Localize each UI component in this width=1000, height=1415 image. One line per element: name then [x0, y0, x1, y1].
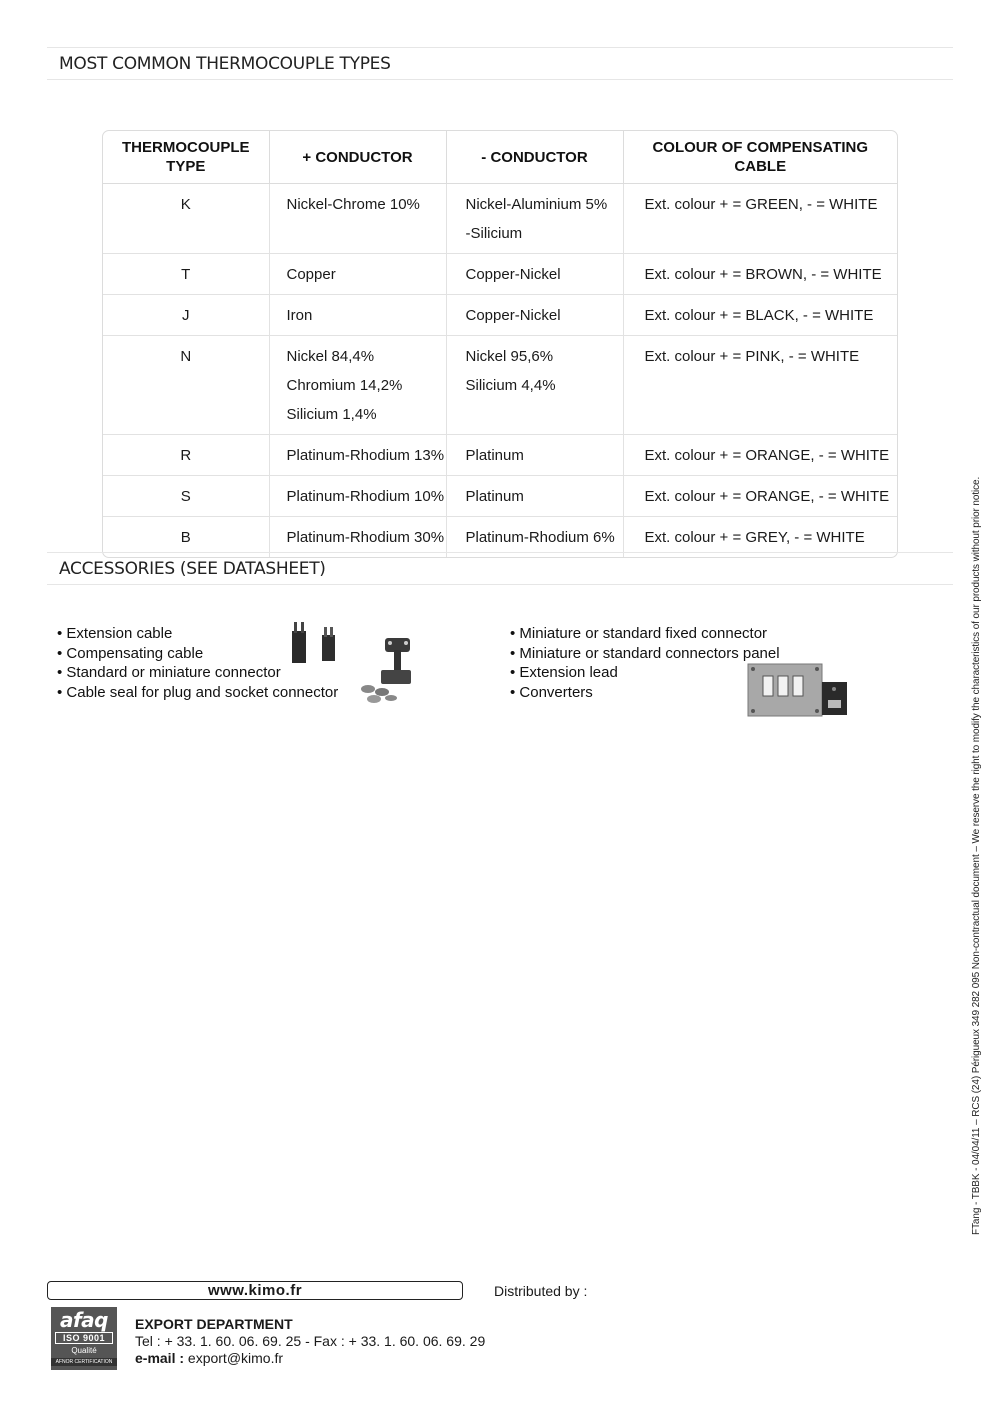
email-link[interactable]: export@kimo.fr: [187, 1350, 284, 1366]
cell-type: R: [103, 435, 269, 476]
table-row: [103, 435, 897, 476]
thermocouple-table: [102, 130, 898, 558]
section-header-accessories: [47, 552, 953, 585]
cell-minus-conductor: [446, 336, 623, 435]
cell-cable-colour: Ext. colour + = GREEN, - = WHITE: [623, 184, 897, 254]
cell-minus-conductor: [446, 435, 623, 476]
header-cable-colour: COLOUR OF COMPENSATING CABLE: [623, 131, 897, 184]
wall-bracket-icon: [358, 634, 418, 706]
cell-line: Copper-Nickel: [465, 307, 561, 324]
table-row: [103, 184, 897, 254]
cell-minus-conductor: [446, 254, 623, 295]
cell-line: Nickel 95,6%: [465, 348, 554, 365]
cell-plus-conductor: [269, 517, 446, 558]
cell-minus-conductor: [446, 295, 623, 336]
cell-cable-colour: Ext. colour + = ORANGE, - = WHITE: [623, 435, 897, 476]
afaq-logo: afaq ISO 9001 Qualité AFNOR CERTIFICATION: [51, 1307, 117, 1370]
cell-line: Platinum: [465, 447, 524, 464]
phone-fax: Tel : + 33. 1. 60. 06. 69. 25 - Fax : + 33. 1. 60. 06. 69. 29: [135, 1333, 486, 1349]
list-item: • Extension cable: [57, 625, 173, 642]
cell-cable-colour: Ext. colour + = GREY, - = WHITE: [644, 529, 865, 546]
cell-plus-conductor: [269, 435, 446, 476]
table-header-row: [103, 131, 897, 184]
list-item: • Miniature or standard fixed connector: [510, 625, 768, 642]
list-item: • Standard or miniature connector: [57, 664, 281, 681]
header-minus-conductor: - CONDUCTOR: [446, 131, 623, 184]
table-row: [103, 336, 897, 435]
email-label: e-mail :: [135, 1350, 185, 1366]
cell-line: -Silicium: [465, 225, 523, 242]
cell-type: K: [103, 184, 269, 254]
cell-plus-conductor: [269, 336, 446, 435]
cell-cable-colour: Ext. colour + = BROWN, - = WHITE: [623, 254, 897, 295]
section-title: ACCESSORIES (SEE DATASHEET): [59, 559, 326, 579]
list-item: • Compensating cable: [57, 644, 204, 662]
cell-type: S: [103, 476, 269, 517]
cell-line: Copper-Nickel: [465, 266, 561, 283]
distributed-by-label: Distributed by :: [494, 1283, 588, 1299]
table-row: [103, 517, 897, 558]
cell-line: Platinum-Rhodium 10%: [286, 488, 445, 505]
cell-line: Silicium 1,4%: [286, 406, 377, 423]
fixed-connector-icon: [820, 680, 850, 718]
cell-line: Platinum-Rhodium 6%: [465, 529, 615, 546]
cell-plus-conductor: [269, 476, 446, 517]
list-item: • Miniature or standard connectors panel: [510, 644, 780, 662]
cell-line: Copper: [286, 266, 336, 283]
cell-cable-colour: Ext. colour + = PINK, - = WHITE: [623, 336, 897, 435]
cell-line: Chromium 14,2%: [286, 377, 403, 394]
cell-line: Iron: [286, 307, 313, 324]
section-title: MOST COMMON THERMOCOUPLE TYPES: [59, 54, 391, 74]
list-item: • Converters: [510, 683, 593, 701]
cell-line: Platinum-Rhodium 30%: [286, 529, 445, 546]
table-row: [103, 476, 897, 517]
cell-type: N: [103, 336, 269, 435]
list-item: • Extension lead: [510, 664, 618, 681]
cell-minus-conductor: [446, 476, 623, 517]
legal-note: FTang - TBBK - 04/04/11 – RCS (24) Périgueux 349 282 095 Non-contractual document – We reserve the right to modify the characteristics of our products without prior notice.: [971, 476, 982, 1235]
cell-cable-colour: Ext. colour + = ORANGE, - = WHITE: [623, 476, 897, 517]
cell-minus-conductor: [446, 517, 623, 558]
export-department-title: EXPORT DEPARTMENT: [135, 1316, 293, 1332]
website-link[interactable]: www.kimo.fr: [47, 1281, 463, 1300]
cell-line: Nickel-Chrome 10%: [286, 196, 420, 213]
cell-minus-conductor: [446, 184, 623, 254]
cell-type: T: [103, 254, 269, 295]
export-contact: [135, 1316, 485, 1367]
table-row: [103, 254, 897, 295]
cell-line: Platinum: [465, 488, 524, 505]
connector-plugs-icon: [286, 619, 346, 667]
table-row: [103, 295, 897, 336]
cell-cable-colour: Ext. colour + = BLACK, - = WHITE: [623, 295, 897, 336]
header-plus-conductor: + CONDUCTOR: [269, 131, 446, 184]
header-type: THERMOCOUPLE TYPE: [103, 131, 269, 184]
accessories-list-right: [510, 624, 780, 702]
cell-plus-conductor: [269, 254, 446, 295]
table-body: [103, 184, 897, 558]
section-header-thermocouple: [47, 47, 953, 80]
list-item: • Cable seal for plug and socket connector: [57, 683, 339, 701]
cell-line: Platinum-Rhodium 13%: [286, 447, 445, 464]
cell-type: B: [103, 517, 269, 558]
cell-type: J: [103, 295, 269, 336]
cell-line: Nickel-Aluminium 5%: [465, 196, 608, 213]
cell-line: Silicium 4,4%: [465, 377, 556, 394]
cell-line: Nickel 84,4%: [286, 348, 375, 365]
cell-plus-conductor: [269, 295, 446, 336]
cell-plus-conductor: [269, 184, 446, 254]
